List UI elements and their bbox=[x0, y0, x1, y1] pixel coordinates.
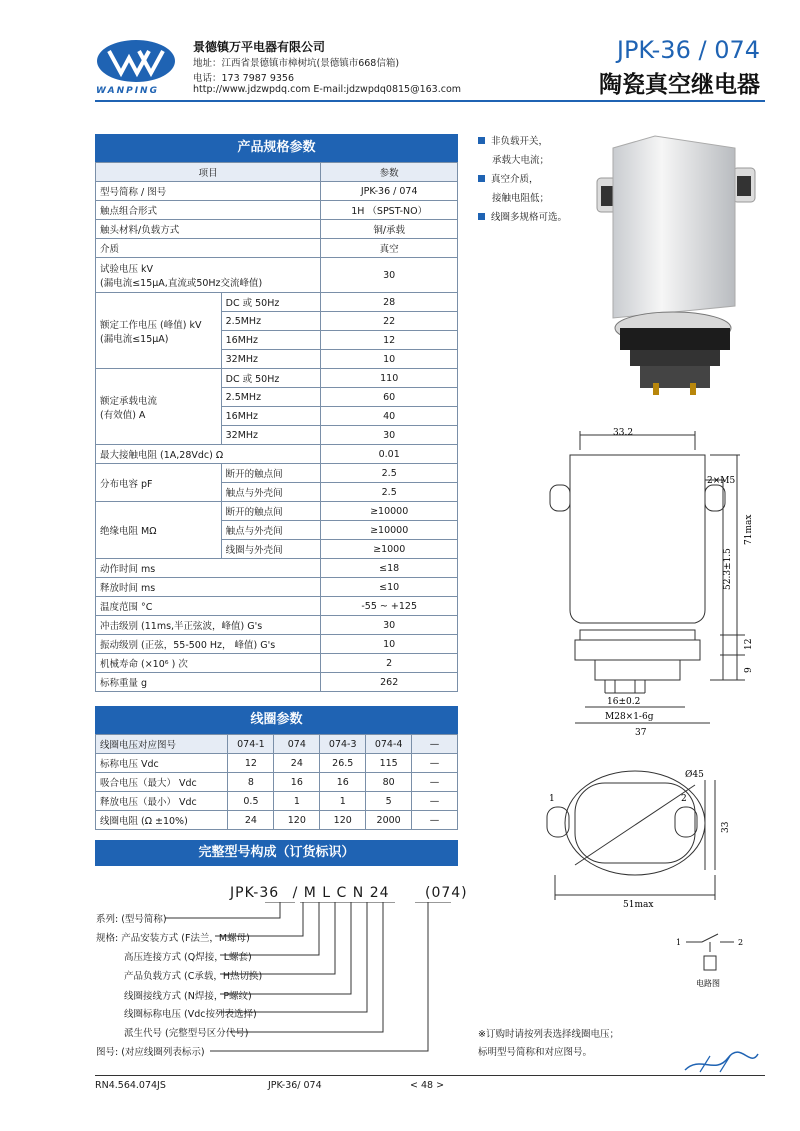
coil-cell: 8 bbox=[228, 773, 274, 792]
spec-row-value: 30 bbox=[321, 616, 458, 635]
spec-row-value: 铜/承载 bbox=[321, 220, 458, 239]
spec-row-value: 10 bbox=[321, 635, 458, 654]
spec-row-value: 0.01 bbox=[321, 445, 458, 464]
feature-cont: 承载大电流； bbox=[492, 155, 550, 166]
model-code-spec: / M L C N 24 bbox=[292, 885, 390, 901]
spec-row-label: 最大接触电阻 (1A,28Vdc) Ω bbox=[96, 445, 321, 464]
model-label-series: 系列: (型号简称) bbox=[96, 914, 167, 925]
spec-row-label: 释放时间 ms bbox=[96, 578, 321, 597]
cc-freq: 2.5MHz bbox=[221, 388, 321, 407]
dim-9: 9 bbox=[744, 667, 754, 673]
company-address: 地址：江西省景德镇市樟树坑(景德镇市668信箱) bbox=[193, 58, 400, 69]
ins-value: ≥1000 bbox=[321, 540, 458, 559]
dimension-drawing bbox=[545, 425, 765, 745]
coil-label: 吸合电压（最大） Vdc bbox=[96, 773, 228, 792]
spec-row-value: 2 bbox=[321, 654, 458, 673]
dim-m5: 2×M5 bbox=[707, 476, 736, 486]
cc-value: 40 bbox=[321, 407, 458, 426]
model-label-drawing: 图号: (对应线圈列表标示) bbox=[96, 1047, 205, 1058]
dim-12: 12 bbox=[744, 638, 754, 650]
bullet-icon bbox=[478, 175, 485, 182]
dim-33: 33 bbox=[721, 821, 731, 833]
cap-value: 2.5 bbox=[321, 483, 458, 502]
spec-row-label: 触点组合形式 bbox=[96, 201, 321, 220]
wv-value: 12 bbox=[321, 331, 458, 350]
capacitance-label: 分布电容 pF bbox=[96, 464, 222, 502]
spec-title: 产品规格参数 bbox=[95, 134, 458, 162]
coil-row bbox=[96, 773, 458, 792]
coil-header-cell: 线圈电压对应图号 bbox=[96, 735, 228, 754]
cc-freq: 16MHz bbox=[221, 407, 321, 426]
feature-item: 真空介质， bbox=[478, 171, 539, 185]
spec-row-value: 真空 bbox=[321, 239, 458, 258]
dim-total-height: 71max bbox=[744, 514, 754, 545]
dim-37: 37 bbox=[635, 728, 647, 738]
coil-cell: 1 bbox=[274, 792, 320, 811]
top-view-drawing bbox=[545, 765, 765, 915]
model-code bbox=[230, 885, 468, 901]
cc-freq: DC 或 50Hz bbox=[221, 369, 321, 388]
model-label-mount: 规格: 产品安装方式 (F法兰，M螺母) bbox=[96, 933, 250, 944]
coil-header-cell: 074-1 bbox=[228, 735, 274, 754]
spec-row-label: 触头材料/负载方式 bbox=[96, 220, 321, 239]
coil-cell: — bbox=[412, 792, 458, 811]
signature-logo bbox=[680, 1050, 760, 1076]
spec-row-label: 振动级别 (正弦，55-500 Hz， 峰值) G's bbox=[96, 635, 321, 654]
coil-cell: 26.5 bbox=[320, 754, 366, 773]
spec-row-value: JPK-36 / 074 bbox=[321, 182, 458, 201]
coil-row bbox=[96, 754, 458, 773]
product-photo bbox=[595, 128, 760, 398]
coil-cell: 16 bbox=[320, 773, 366, 792]
spec-row-label: 温度范围 °C bbox=[96, 597, 321, 616]
bullet-icon bbox=[478, 137, 485, 144]
footer-doc-no: RN4.564.074JS bbox=[95, 1080, 166, 1091]
coil-label: 释放电压（最小） Vdc bbox=[96, 792, 228, 811]
coil-row bbox=[96, 792, 458, 811]
coil-cell: 24 bbox=[228, 811, 274, 830]
dim-body-height: 52.3±1.5 bbox=[723, 548, 733, 590]
spec-row-value: 262 bbox=[321, 673, 458, 692]
dim-top-width: 33.2 bbox=[613, 428, 634, 438]
cc-value: 110 bbox=[321, 369, 458, 388]
wv-freq: DC 或 50Hz bbox=[221, 293, 321, 312]
coil-header-cell: — bbox=[412, 735, 458, 754]
coil-table bbox=[95, 734, 458, 830]
model-label-hv: 高压连接方式 (Q焊接，L螺套) bbox=[124, 952, 252, 963]
ins-sub: 线圈与外壳间 bbox=[221, 540, 321, 559]
company-name: 景德镇万平电器有限公司 bbox=[193, 40, 326, 54]
product-model: JPK-36 / 074 bbox=[616, 36, 760, 64]
model-label-load: 产品负载方式 (C承载，H热切换) bbox=[124, 971, 263, 982]
test-voltage-label bbox=[96, 258, 321, 293]
coil-cell: 120 bbox=[320, 811, 366, 830]
carry-current-line2: (有效值) A bbox=[100, 409, 146, 421]
coil-cell: 1 bbox=[320, 792, 366, 811]
working-voltage-label bbox=[96, 293, 222, 369]
ins-sub: 触点与外壳间 bbox=[221, 521, 321, 540]
company-phone: 电话：173 7987 9356 bbox=[193, 73, 295, 84]
carry-current-label bbox=[96, 369, 222, 445]
working-voltage-line1: 额定工作电压 (峰值) kV bbox=[100, 319, 202, 331]
spec-row-value: 1H （SPST-NO） bbox=[321, 201, 458, 220]
ins-value: ≥10000 bbox=[321, 521, 458, 540]
coil-cell: 24 bbox=[274, 754, 320, 773]
cap-sub: 断开的触点间 bbox=[221, 464, 321, 483]
spec-row-label: 型号简称 / 图号 bbox=[96, 182, 321, 201]
wv-value: 22 bbox=[321, 312, 458, 331]
page-number: < 48 > bbox=[410, 1080, 445, 1091]
test-voltage-value: 30 bbox=[321, 258, 458, 293]
bullet-icon bbox=[478, 213, 485, 220]
ins-value: ≥10000 bbox=[321, 502, 458, 521]
dim-16: 16±0.2 bbox=[607, 697, 641, 707]
wv-freq: 2.5MHz bbox=[221, 312, 321, 331]
dim-thread: M28×1-6g bbox=[605, 712, 654, 722]
coil-cell: 16 bbox=[274, 773, 320, 792]
coil-cell: 80 bbox=[366, 773, 412, 792]
wv-value: 10 bbox=[321, 350, 458, 369]
model-label-coil-wiring: 线圈接线方式 (N焊接，P螺纹) bbox=[124, 991, 252, 1002]
spec-section bbox=[95, 134, 458, 692]
coil-header-cell: 074-4 bbox=[366, 735, 412, 754]
feature-cont: 接触电阻低； bbox=[492, 193, 550, 204]
spec-row-value: ≤10 bbox=[321, 578, 458, 597]
cc-value: 30 bbox=[321, 426, 458, 445]
cc-freq: 32MHz bbox=[221, 426, 321, 445]
coil-cell: 0.5 bbox=[228, 792, 274, 811]
coil-row bbox=[96, 811, 458, 830]
pin-1: 1 bbox=[549, 794, 555, 804]
coil-cell: — bbox=[412, 754, 458, 773]
coil-cell: 5 bbox=[366, 792, 412, 811]
coil-cell: 12 bbox=[228, 754, 274, 773]
wv-value: 28 bbox=[321, 293, 458, 312]
circuit-pin-1: 1 bbox=[676, 938, 682, 947]
model-label-coil-voltage: 线圈标称电压 (Vdc按列表选择) bbox=[124, 1009, 257, 1020]
footer-model: JPK-36/ 074 bbox=[268, 1080, 322, 1091]
coil-cell: 2000 bbox=[366, 811, 412, 830]
ins-sub: 断开的触点间 bbox=[221, 502, 321, 521]
circuit-pin-2: 2 bbox=[738, 938, 744, 947]
pin-2: 2 bbox=[681, 794, 687, 804]
wv-freq: 32MHz bbox=[221, 350, 321, 369]
circuit-diagram bbox=[672, 930, 752, 992]
insulation-label: 绝缘电阻 MΩ bbox=[96, 502, 222, 559]
carry-current-line1: 额定承载电流 bbox=[100, 395, 158, 407]
spec-col-param: 参数 bbox=[321, 163, 458, 182]
spec-table bbox=[95, 162, 458, 692]
header-divider bbox=[95, 100, 765, 102]
coil-cell: 120 bbox=[274, 811, 320, 830]
feature-item: 非负载开关， bbox=[478, 133, 548, 147]
spec-row-value: ≤18 bbox=[321, 559, 458, 578]
order-note: ※订购时请按列表选择线圈电压； bbox=[478, 1029, 619, 1040]
logo-text: WANPING bbox=[96, 86, 159, 96]
feature-item: 线圈多规格可选。 bbox=[478, 209, 567, 223]
wv-freq: 16MHz bbox=[221, 331, 321, 350]
model-title: 完整型号构成（订货标识） bbox=[95, 840, 458, 866]
coil-section bbox=[95, 706, 458, 830]
product-name: 陶瓷真空继电器 bbox=[599, 72, 760, 98]
spec-row-label: 标称重量 g bbox=[96, 673, 321, 692]
model-code-series: JPK-36 bbox=[230, 885, 280, 901]
coil-cell: 115 bbox=[366, 754, 412, 773]
coil-cell: — bbox=[412, 773, 458, 792]
model-label-derivative: 派生代号 (完整型号区分代号) bbox=[124, 1028, 249, 1039]
cc-value: 60 bbox=[321, 388, 458, 407]
spec-row-label: 介质 bbox=[96, 239, 321, 258]
coil-title: 线圈参数 bbox=[95, 706, 458, 734]
dim-diameter: Ø45 bbox=[685, 770, 704, 780]
spec-col-item: 项目 bbox=[96, 163, 321, 182]
spec-row-label: 机械寿命 (×10⁶ ) 次 bbox=[96, 654, 321, 673]
coil-cell: — bbox=[412, 811, 458, 830]
footer-divider bbox=[95, 1075, 765, 1076]
working-voltage-line2: (漏电流≤15μA) bbox=[100, 333, 169, 345]
coil-header-cell: 074 bbox=[274, 735, 320, 754]
coil-header-cell: 074-3 bbox=[320, 735, 366, 754]
spec-row-label: 动作时间 ms bbox=[96, 559, 321, 578]
test-voltage-line2: (漏电流≤15μA,直流或50Hz交流峰值) bbox=[100, 278, 263, 289]
company-logo bbox=[95, 38, 177, 84]
order-note: 标明型号简称和对应图号。 bbox=[478, 1047, 593, 1058]
cap-sub: 触点与外壳间 bbox=[221, 483, 321, 502]
model-code-drawing: (074) bbox=[424, 885, 468, 901]
spec-row-label: 冲击级别 (11ms,半正弦波，峰值) G's bbox=[96, 616, 321, 635]
dim-51: 51max bbox=[623, 900, 654, 910]
coil-label: 线圈电阻 (Ω ±10%) bbox=[96, 811, 228, 830]
cap-value: 2.5 bbox=[321, 464, 458, 483]
circuit-label: 电路图 bbox=[696, 979, 720, 988]
test-voltage-line1: 试验电压 kV bbox=[100, 264, 154, 275]
spec-row-value: -55 ~ +125 bbox=[321, 597, 458, 616]
coil-label: 标称电压 Vdc bbox=[96, 754, 228, 773]
company-web[interactable]: http://www.jdzwpdq.com E-mail:jdzwpdq0815@163.com bbox=[193, 84, 462, 95]
